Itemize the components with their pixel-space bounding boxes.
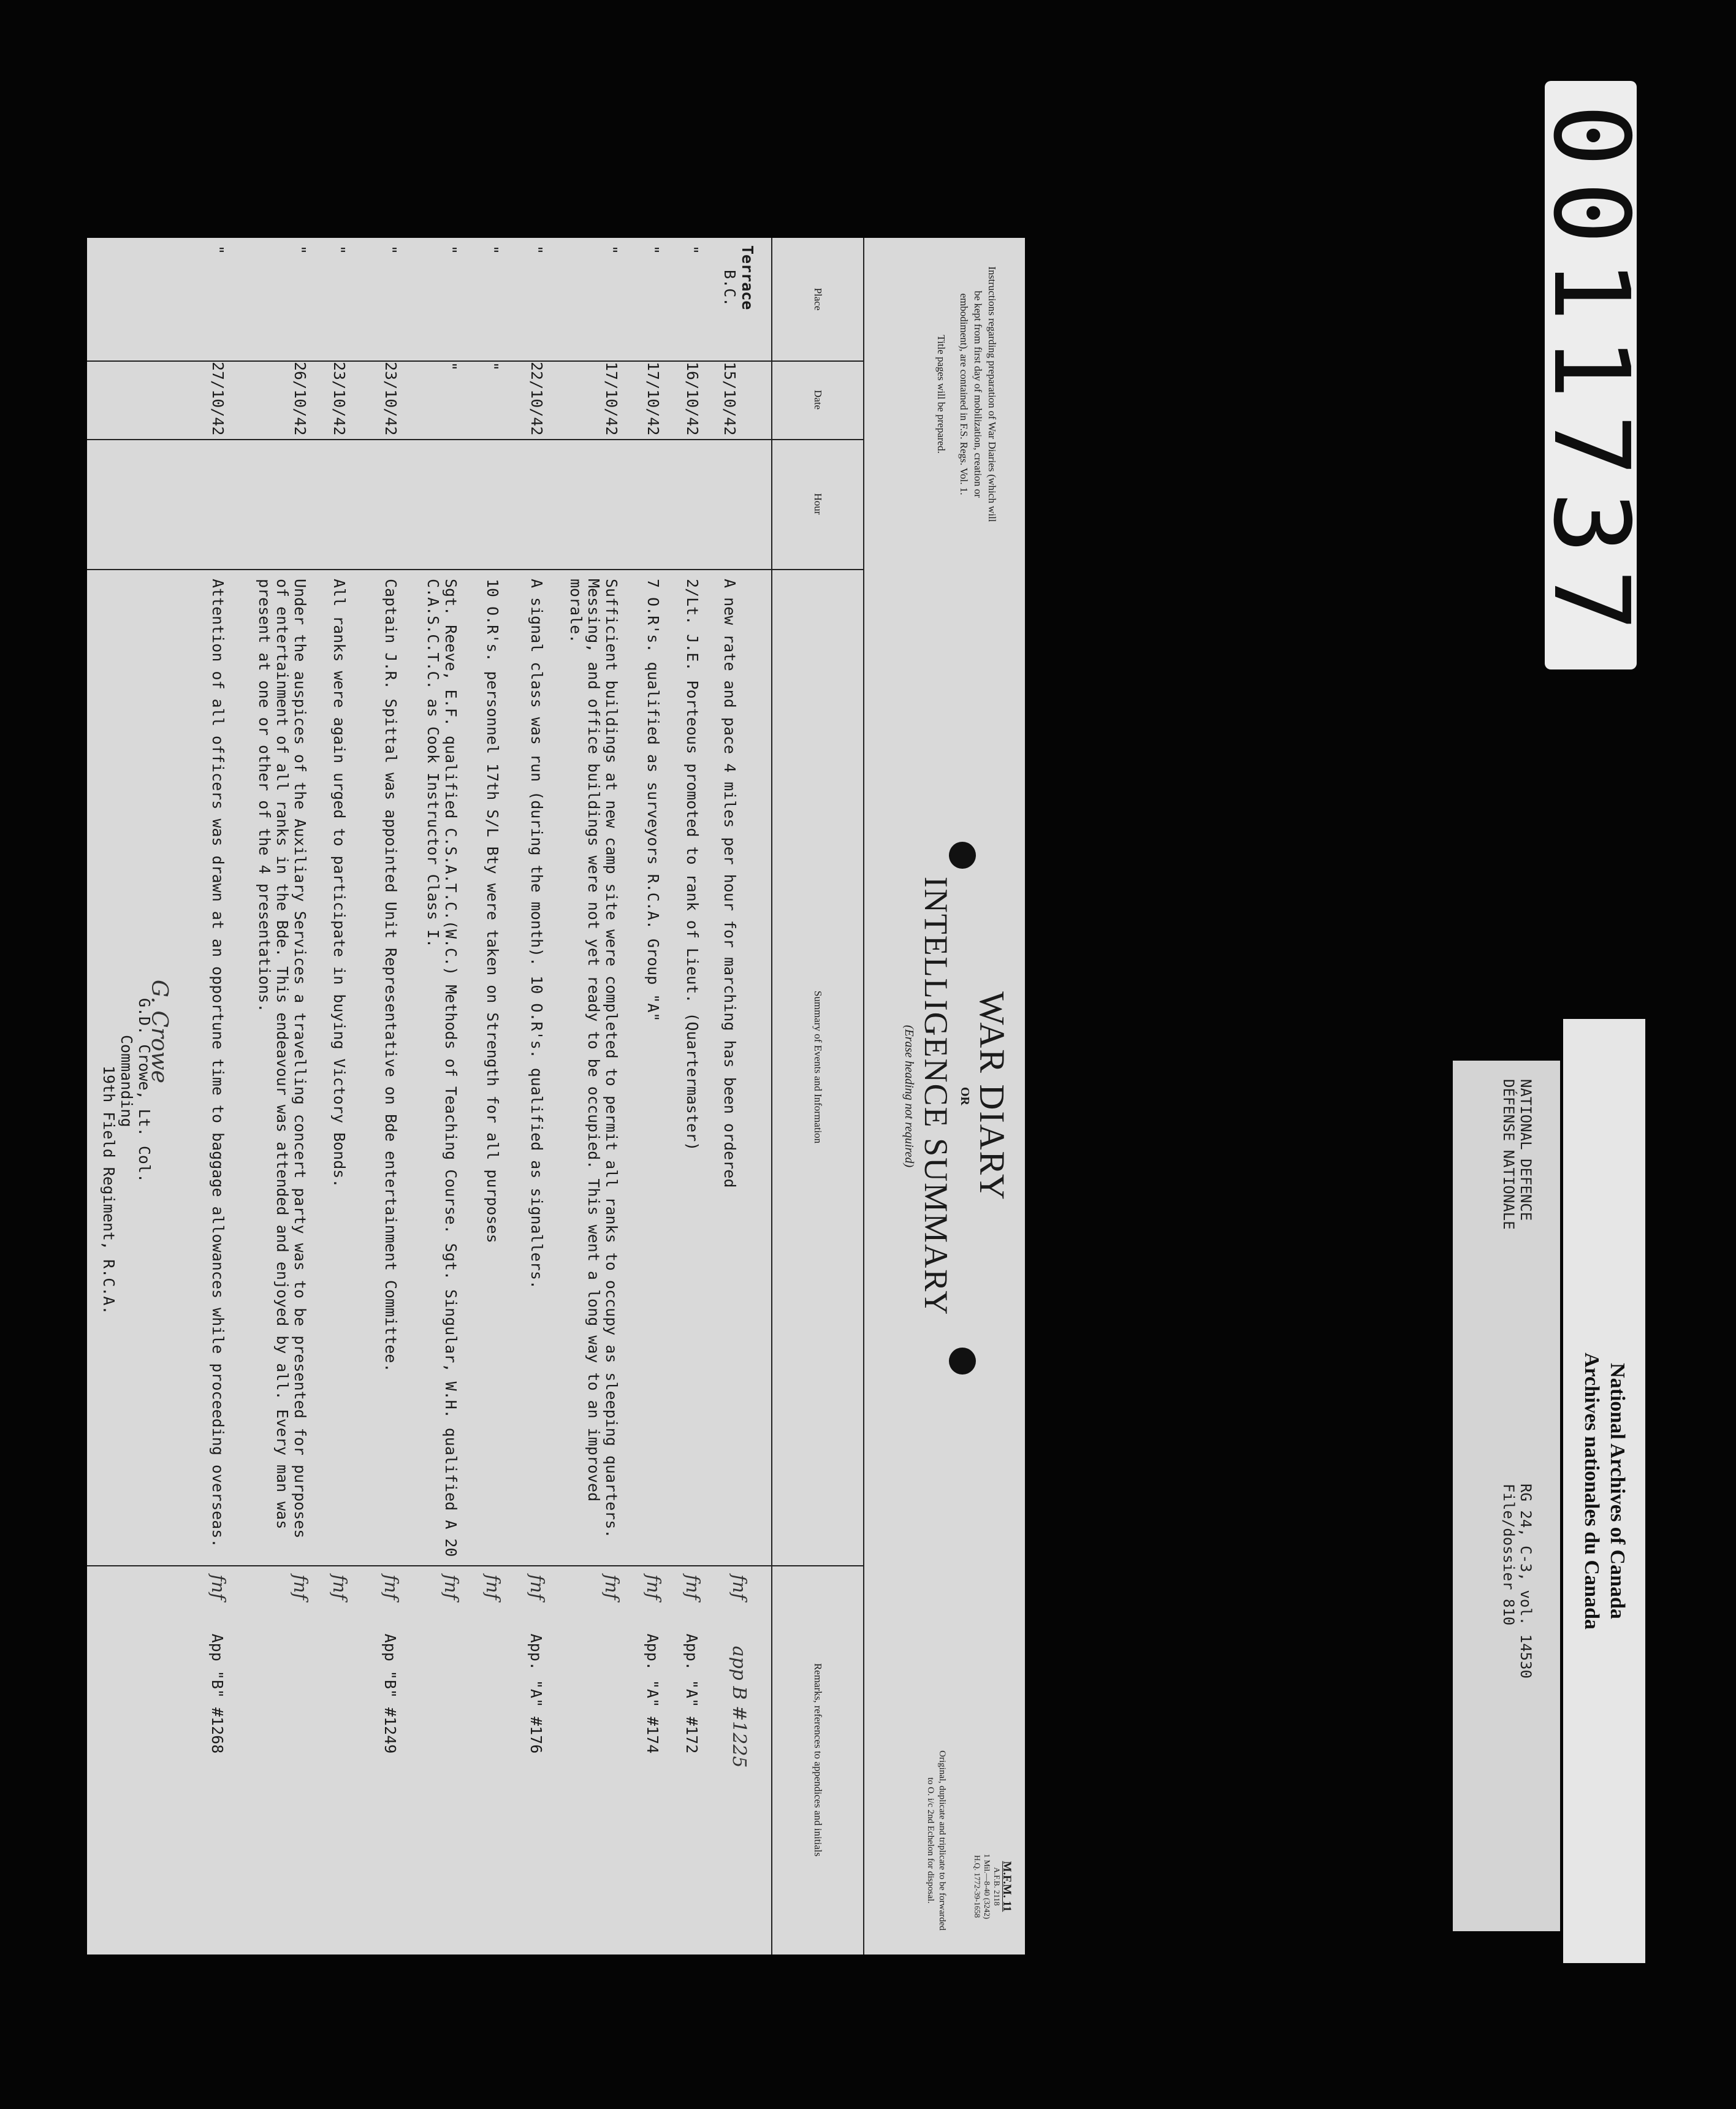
row-summary: Attention of all officers was drawn at an opportune time to baggage allowances while proceeding overseas. [209,579,227,1548]
row-place: " [330,245,348,255]
signature-block [100,980,172,1315]
row-initials: fnf [207,1574,229,1600]
row-summary: Sufficient buildings at new camp site were completed to permit all ranks to occupy as sleeping quarters. Messing, and office buildings were not yet ready to be occupied. This went a long way to an improved morale. [567,579,620,1539]
row-date: " [442,362,460,372]
row-place: " [644,245,662,255]
row-place: " [683,245,701,255]
row-date: 16/10/42 [683,362,701,436]
instructions-block [926,262,999,526]
row-remark: App "B" #1268 [208,1633,226,1754]
row-summary: All ranks were again urged to participate in buying Victory Bonds. [330,579,348,1188]
row-place: " [528,245,546,255]
diary-table [87,238,864,1955]
row-date: 17/10/42 [644,362,662,436]
reference-card [1453,1061,1560,1931]
row-summary: A signal class was run (during the month). 10 O.R's. qualified as signallers. [528,579,546,1289]
form-number: M.F.M. 11 [1000,1861,1013,1912]
archives-stamp-viewport [1563,1019,1645,1963]
title-pages-note: Title pages will be prepared. [935,335,947,454]
row-remark: App. "A" #176 [527,1633,545,1754]
header-date: Date [812,389,824,410]
archives-name-fr: Archives nationales du Canada [1580,1352,1603,1630]
row-date: 22/10/42 [528,362,546,436]
reference-card-viewport [1453,1061,1560,1931]
signature-unit: 19th Field Regiment, R.C.A. [100,1066,118,1315]
row-place-province: B.C. [721,270,739,307]
row-initials: fnf [642,1574,664,1600]
title-war-diary: WAR DIARY [972,991,1012,1201]
row-summary: Sgt. Reeve, E.F. qualified C.S.A.T.C.(W.C.) Methods of Teaching Course. Sgt. Singular, W.H. qualified A 20 C.A.S.C.T.C. as Cook Instructor Class I. [424,579,460,1557]
row-date: 17/10/42 [603,362,620,436]
title-block [902,863,1013,1329]
row-place: " [442,245,460,255]
instructions-text: Instructions regarding preparation of War Diaries (which will be kept from first day of mobilization, creation or embodiment), are contained in F.S. Regs. Vol. 1. [958,266,998,522]
archives-stamp [1563,1019,1645,1963]
row-remark: App "B" #1249 [381,1633,399,1754]
punch-hole-right [949,1348,976,1375]
title-intelligence-summary: INTELLIGENCE SUMMARY [918,876,954,1316]
row-initials: fnf [289,1574,311,1600]
title-or: OR [958,1087,972,1105]
row-summary: Under the auspices of the Auxiliary Services a travelling concert party was to be presented for purposes of entertainment of all ranks in the Bde. This endeavour was attended and enjoyed by all. Every man was present at one or other of the 4 presentations. [256,579,309,1539]
row-place: " [484,245,501,255]
col-rule-date [87,439,864,440]
archives-name-en: National Archives of Canada [1606,1363,1629,1619]
ref-file: File/dossier 810 [1500,1484,1517,1626]
title-erase-note: (Erase heading not required) [902,1024,916,1168]
row-initials: fnf [601,1574,622,1600]
row-remark: App. "A" #172 [683,1633,701,1754]
ref-national-defence: NATIONAL DEFENCE [1517,1079,1534,1221]
row-place: Terrace [739,245,756,310]
form-line-3: H.Q. 1772-39-1658 [973,1855,982,1918]
handwritten-signature: G. Crowe [147,980,172,1083]
row-summary: Captain J.R. Spittal was appointed Unit Representative on Bde entertainment Committee. [382,579,400,1373]
row-remark: App. "A" #174 [644,1633,661,1754]
row-remark: app B #1225 [728,1646,750,1768]
war-diary-sheet-viewport [87,238,1025,1955]
row-initials: fnf [380,1574,402,1600]
row-initials: fnf [329,1574,350,1600]
row-summary: A new rate and pace 4 miles per hour for marching has been ordered [721,579,739,1188]
frame-number-viewport [1530,81,1651,669]
row-date: " [484,362,501,372]
row-date: 23/10/42 [330,362,348,436]
signature-role: Commanding [118,1035,135,1127]
header-remarks: Remarks, references to appendices and initials [812,1663,824,1857]
form-number-block [972,1840,1011,1932]
row-place: " [209,245,227,255]
row-date: 27/10/42 [209,362,227,436]
row-date: 15/10/42 [721,362,739,436]
row-date: 26/10/42 [291,362,309,436]
row-place: " [291,245,309,255]
header-summary: Summary of Events and Information [812,990,824,1144]
form-line-2: 1 Mil.—8-40 (3242) [983,1853,992,1920]
row-summary: 10 O.R's. personnel 17th S/L Bty were taken on Strength for all purposes [484,579,501,1243]
row-summary: 2/Lt. J.E. Porteous promoted to rank of Lieut. (Quartermaster) [683,579,701,1151]
form-line-1: A.F.B. 2118 [992,1867,1002,1906]
row-date: 23/10/42 [382,362,400,436]
row-summary: 7 O.R's. qualified as surveyors R.C.A. Group "A" [644,579,662,1022]
col-rule-summary [87,1565,864,1566]
row-initials: fnf [526,1574,547,1600]
row-initials: fnf [728,1574,750,1600]
row-initials: fnf [682,1574,703,1600]
ref-defense-nationale: DÉFENSE NATIONALE [1500,1079,1517,1230]
forwarding-note: Original, duplicate and triplicate to be forwarded to O. i/c 2nd Echelon for disposal. [926,1750,947,1931]
frame-number: 0011737 [1545,81,1637,669]
row-initials: fnf [440,1574,462,1600]
signature-name: G.D. Crowe, Lt. Col. [135,998,153,1183]
war-diary-sheet [87,238,1025,1955]
row-place: " [382,245,400,255]
header-hour: Hour [812,493,824,515]
col-rule-hour [87,569,864,570]
ref-record-group: RG 24, C-3, vol. 14530 [1517,1484,1534,1679]
header-place: Place [812,288,824,311]
row-place: " [603,245,620,255]
row-initials: fnf [482,1574,503,1600]
